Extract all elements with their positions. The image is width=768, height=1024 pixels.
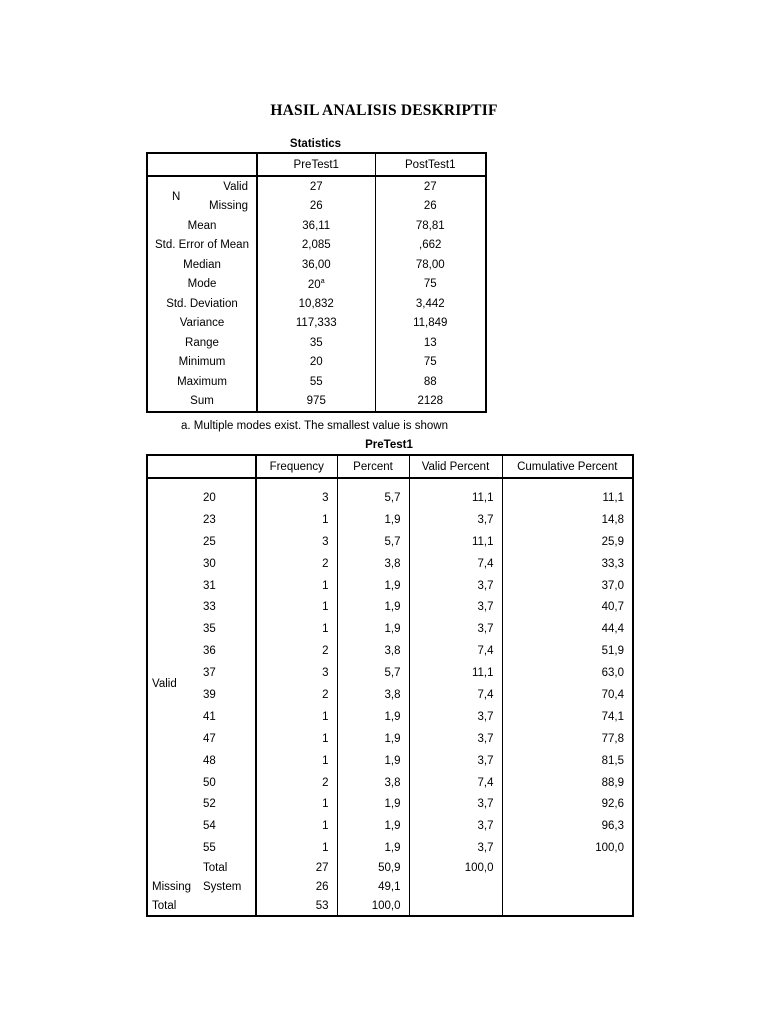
total-pct: 100,0 — [337, 897, 409, 916]
pretest-value: 36 — [203, 640, 256, 662]
pretest-freq: 3 — [256, 531, 337, 553]
statistics-pretest-text: 35 — [309, 336, 323, 349]
statistics-pretest-text: 117,333 — [295, 317, 337, 330]
pretest-cum: 74,1 — [601, 710, 624, 723]
pretest-row — [147, 772, 633, 794]
statistics-pretest-value — [257, 392, 375, 413]
pretest-cum: 81,5 — [601, 754, 624, 767]
pretest-pct: 3,8 — [337, 772, 409, 794]
pretest-pct: 50,9 — [337, 859, 409, 877]
pretest-column-header: Frequency — [256, 455, 337, 478]
statistics-pretest-text: 36,00 — [301, 258, 331, 271]
empty-cell — [203, 897, 256, 916]
pretest-value: 37 — [203, 662, 256, 684]
pretest-pct: 1,9 — [337, 575, 409, 597]
statistics-pretest-value — [257, 294, 375, 314]
missing-label: Missing — [152, 881, 191, 894]
statistics-row — [147, 197, 486, 217]
pretest-row — [147, 478, 633, 509]
pretest-value: 55 — [203, 837, 256, 859]
statistics-row-label — [147, 176, 257, 203]
pretest-pct: 1,9 — [337, 750, 409, 772]
pretest-row — [147, 684, 633, 706]
pretest-cum: 77,8 — [601, 732, 624, 745]
statistics-posttest-value: 13 — [423, 336, 437, 349]
pretest-cum: 44,4 — [601, 623, 624, 636]
pretest-value: 20 — [203, 478, 256, 509]
statistics-pretest-text: 26 — [309, 200, 323, 213]
statistics-row-label: Median — [147, 255, 257, 275]
statistics-pretest-value — [257, 176, 375, 197]
statistics-sub-label: Missing — [209, 200, 248, 213]
valid-label-text: Valid — [152, 678, 177, 691]
total-label: Total — [152, 900, 177, 913]
pretest-freq: 1 — [256, 728, 337, 750]
pretest-column-header: Cumulative Percent — [502, 455, 633, 478]
statistics-posttest-value: 2128 — [417, 395, 444, 408]
statistics-posttest-value: 27 — [423, 180, 437, 193]
pretest-value: 52 — [203, 793, 256, 815]
statistics-row-label — [147, 197, 257, 217]
statistics-row-label: Sum — [147, 392, 257, 413]
pretest-row — [147, 553, 633, 575]
statistics-row-label: Variance — [147, 314, 257, 334]
statistics-pretest-value — [257, 353, 375, 373]
empty-cell — [409, 877, 502, 897]
pretest-value: Total — [203, 859, 256, 877]
pretest-valid: 3,7 — [409, 618, 502, 640]
statistics-footnote: a. Multiple modes exist. The smallest value is shown — [181, 420, 448, 432]
pretest-pct: 5,7 — [337, 531, 409, 553]
pretest-pct: 1,9 — [337, 618, 409, 640]
statistics-pretest-value — [257, 216, 375, 236]
statistics-row-label: Mean — [147, 216, 257, 236]
pretest-valid-total-row — [147, 859, 633, 877]
statistics-posttest-value: 11,849 — [413, 317, 448, 330]
statistics-caption: Statistics — [289, 138, 342, 150]
statistics-pretest-text: 975 — [306, 395, 326, 408]
statistics-pretest-text: 2,085 — [301, 239, 331, 252]
pretest-cum: 92,6 — [601, 798, 624, 811]
statistics-pretest-value — [257, 275, 375, 295]
missing-freq: 26 — [256, 877, 337, 897]
pretest-pct: 1,9 — [337, 706, 409, 728]
pretest-cum: 37,0 — [601, 579, 624, 592]
pretest-freq: 1 — [256, 575, 337, 597]
pretest-valid: 3,7 — [409, 837, 502, 859]
pretest-value: 35 — [203, 618, 256, 640]
pretest-pct: 1,9 — [337, 793, 409, 815]
pretest-row — [147, 793, 633, 815]
pretest-freq: 2 — [256, 684, 337, 706]
statistics-posttest-value: 26 — [423, 200, 437, 213]
pretest-cum: 25,9 — [601, 535, 624, 548]
pretest-freq: 1 — [256, 618, 337, 640]
pretest-row — [147, 618, 633, 640]
statistics-row — [147, 275, 486, 295]
statistics-row — [147, 372, 486, 392]
pretest-value: 54 — [203, 815, 256, 837]
statistics-posttest-value: 3,442 — [415, 297, 445, 310]
statistics-pretest-value — [257, 314, 375, 334]
pretest-freq: 2 — [256, 772, 337, 794]
statistics-row — [147, 314, 486, 334]
pretest-freq: 3 — [256, 662, 337, 684]
pretest-value: 30 — [203, 553, 256, 575]
pretest-row — [147, 728, 633, 750]
pretest-valid: 3,7 — [409, 706, 502, 728]
pretest-value: 33 — [203, 596, 256, 618]
pretest-valid: 7,4 — [409, 553, 502, 575]
statistics-pretest-value — [257, 372, 375, 392]
empty-cell — [502, 877, 633, 897]
empty-cell — [409, 897, 502, 916]
pretest-value: 25 — [203, 531, 256, 553]
total-freq: 53 — [256, 897, 337, 916]
pretest-column-header: Valid Percent — [409, 455, 502, 478]
statistics-row-label: Std. Error of Mean — [147, 236, 257, 256]
pretest-valid: 7,4 — [409, 772, 502, 794]
pretest-row — [147, 662, 633, 684]
pretest-freq: 1 — [256, 815, 337, 837]
statistics-row — [147, 255, 486, 275]
pretest-value: 31 — [203, 575, 256, 597]
document-title: HASIL ANALISIS DESKRIPTIF — [270, 102, 498, 119]
statistics-row — [147, 294, 486, 314]
pretest-freq: 1 — [256, 509, 337, 531]
pretest-value: 50 — [203, 772, 256, 794]
statistics-row-label: Mode — [147, 275, 257, 295]
pretest-valid: 11,1 — [409, 478, 502, 509]
pretest-valid: 3,7 — [409, 575, 502, 597]
pretest-freq: 1 — [256, 837, 337, 859]
statistics-pretest-value — [257, 197, 375, 217]
pretest-freq: 1 — [256, 793, 337, 815]
pretest-row — [147, 815, 633, 837]
statistics-row — [147, 392, 486, 413]
pretest-valid: 11,1 — [409, 531, 502, 553]
statistics-header-blank — [147, 153, 257, 176]
pretest-row — [147, 596, 633, 618]
pretest-valid: 3,7 — [409, 750, 502, 772]
pretest-pct: 3,8 — [337, 684, 409, 706]
pretest-header-blank — [147, 455, 256, 478]
pretest-valid: 7,4 — [409, 684, 502, 706]
statistics-pretest-text: 20 — [309, 356, 323, 369]
pretest-pct: 3,8 — [337, 640, 409, 662]
pretest-cum: 63,0 — [601, 667, 624, 680]
pretest-freq: 27 — [256, 859, 337, 877]
pretest-header-row — [147, 455, 633, 478]
statistics-table — [146, 152, 487, 413]
statistics-posttest-value: 78,00 — [415, 258, 445, 271]
statistics-n-label: N — [172, 190, 181, 203]
pretest-cum: 51,9 — [601, 645, 624, 658]
pretest-valid: 11,1 — [409, 662, 502, 684]
pretest-freq: 1 — [256, 706, 337, 728]
pretest-freq: 3 — [256, 478, 337, 509]
pretest-value: 48 — [203, 750, 256, 772]
pretest-cum: 96,3 — [601, 820, 624, 833]
pretest-row — [147, 640, 633, 662]
pretest-valid: 3,7 — [409, 728, 502, 750]
pretest-valid: 3,7 — [409, 815, 502, 837]
pretest-value: 23 — [203, 509, 256, 531]
statistics-sub-label: Valid — [223, 180, 248, 193]
pretest-caption: PreTest1 — [365, 439, 413, 451]
pretest-pct: 5,7 — [337, 478, 409, 509]
statistics-pretest-text: 10,832 — [298, 297, 334, 310]
pretest-cum: 14,8 — [601, 513, 624, 526]
statistics-column-header: PreTest1 — [257, 153, 375, 176]
pretest-pct: 5,7 — [337, 662, 409, 684]
pretest-row — [147, 509, 633, 531]
pretest-cum: 11,1 — [602, 491, 624, 504]
pretest-valid: 3,7 — [409, 793, 502, 815]
statistics-row — [147, 353, 486, 373]
missing-pct: 49,1 — [337, 877, 409, 897]
pretest-frequency-table — [146, 454, 634, 917]
statistics-pretest-text: 55 — [309, 375, 323, 388]
statistics-row — [147, 216, 486, 236]
statistics-pretest-text: 27 — [309, 180, 323, 193]
pretest-cum: 88,9 — [601, 776, 624, 789]
valid-label — [147, 478, 203, 877]
statistics-posttest-value: 88 — [423, 375, 437, 388]
pretest-cum: 40,7 — [601, 601, 624, 614]
statistics-pretest-value — [257, 333, 375, 353]
statistics-row — [147, 333, 486, 353]
statistics-row-label: Range — [147, 333, 257, 353]
statistics-row-label: Maximum — [147, 372, 257, 392]
pretest-pct: 1,9 — [337, 837, 409, 859]
pretest-valid: 100,0 — [409, 859, 502, 877]
statistics-pretest-text: 36,11 — [302, 219, 331, 232]
statistics-posttest-value: 78,81 — [415, 219, 445, 232]
pretest-total-row — [147, 897, 633, 916]
pretest-row — [147, 706, 633, 728]
pretest-pct: 1,9 — [337, 815, 409, 837]
pretest-valid: 3,7 — [409, 509, 502, 531]
statistics-row — [147, 236, 486, 256]
pretest-cum: 33,3 — [601, 557, 624, 570]
pretest-pct: 1,9 — [337, 596, 409, 618]
pretest-valid: 7,4 — [409, 640, 502, 662]
pretest-pct: 1,9 — [337, 509, 409, 531]
statistics-row — [147, 176, 486, 197]
pretest-value: 41 — [203, 706, 256, 728]
statistics-posttest-value: 75 — [423, 356, 437, 369]
pretest-cum: 100,0 — [595, 842, 624, 855]
statistics-pretest-value — [257, 236, 375, 256]
pretest-pct: 1,9 — [337, 728, 409, 750]
empty-cell — [502, 897, 633, 916]
pretest-cum — [502, 859, 633, 877]
statistics-posttest-value: 75 — [423, 278, 437, 291]
statistics-pretest-value — [257, 255, 375, 275]
missing-system-label: System — [203, 877, 256, 897]
pretest-freq: 2 — [256, 640, 337, 662]
statistics-header-row — [147, 153, 486, 176]
pretest-freq: 2 — [256, 553, 337, 575]
pretest-pct: 3,8 — [337, 553, 409, 575]
pretest-column-header: Percent — [337, 455, 409, 478]
pretest-freq: 1 — [256, 750, 337, 772]
pretest-value: 47 — [203, 728, 256, 750]
statistics-row-label: Std. Deviation — [147, 294, 257, 314]
pretest-row — [147, 837, 633, 859]
pretest-row — [147, 531, 633, 553]
pretest-row — [147, 575, 633, 597]
pretest-value: 39 — [203, 684, 256, 706]
statistics-pretest-text: 20 — [307, 278, 321, 291]
pretest-row — [147, 750, 633, 772]
statistics-row-label: Minimum — [147, 353, 257, 373]
pretest-cum: 70,4 — [601, 688, 624, 701]
pretest-missing-row — [147, 877, 633, 897]
statistics-column-header: PostTest1 — [375, 153, 486, 176]
pretest-valid: 3,7 — [409, 596, 502, 618]
pretest-freq: 1 — [256, 596, 337, 618]
footnote-marker: a — [320, 277, 325, 285]
statistics-posttest-value: ,662 — [419, 239, 442, 252]
